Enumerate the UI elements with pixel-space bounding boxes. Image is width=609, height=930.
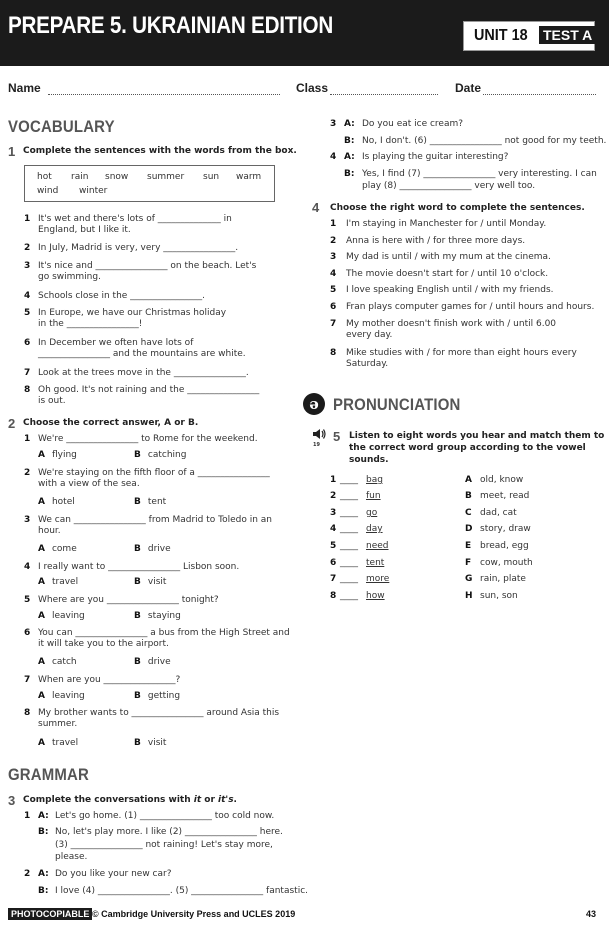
ex5-word-number: 6 bbox=[330, 558, 337, 568]
word-box bbox=[24, 165, 275, 202]
header-bar bbox=[0, 0, 609, 66]
ex2-item-text: Where are you ________________ tonight? bbox=[38, 595, 219, 605]
ex3-line: No, let's play more. I like (2) ________________ here. bbox=[55, 827, 283, 837]
ex5-word-number: 7 bbox=[330, 574, 337, 584]
ex2-option-b[interactable]: B staying bbox=[134, 611, 181, 621]
ex4-item-number: 5 bbox=[330, 285, 337, 295]
word-box-item: summer bbox=[147, 172, 185, 182]
ex2-item-number: 6 bbox=[24, 628, 31, 638]
ex4-item-text: I'm staying in Manchester for / until Monday. bbox=[346, 219, 547, 229]
ex4-item-number: 8 bbox=[330, 348, 337, 358]
ex1-item-number: 8 bbox=[24, 385, 31, 395]
ex5-word: need bbox=[366, 541, 389, 551]
vocabulary-heading: VOCABULARY bbox=[8, 117, 115, 136]
ex3-line: Let's go home. (1) ________________ too cold now. bbox=[55, 811, 275, 821]
ex5-word: how bbox=[366, 591, 385, 601]
ex3-line: Is playing the guitar interesting? bbox=[362, 152, 509, 162]
ex5-answer-blank[interactable]: ____ bbox=[340, 574, 358, 584]
ex2-item-text: You can ________________ a bus from the High Street and bbox=[38, 628, 290, 638]
ex1-item-number: 7 bbox=[24, 368, 31, 378]
word-box-item: snow bbox=[105, 172, 129, 182]
ex5-group-letter: B bbox=[465, 491, 472, 501]
ex5-group-words: bread, egg bbox=[480, 541, 529, 551]
unit-label: UNIT 18 bbox=[474, 27, 528, 44]
ex2-option-b[interactable]: B getting bbox=[134, 691, 181, 701]
ex2-option-a[interactable]: A come bbox=[38, 544, 77, 554]
class-label: Class bbox=[296, 81, 329, 95]
ex3-speaker: A: bbox=[38, 869, 49, 879]
ex4-item-text: The movie doesn't start for / until 10 o'clock. bbox=[346, 269, 549, 279]
ex5-word-number: 3 bbox=[330, 508, 337, 518]
pronunciation-heading: PRONUNCIATION bbox=[333, 395, 461, 414]
ex5-word: bag bbox=[366, 475, 383, 485]
ex2-item-text: We can ________________ from Madrid to Toledo in an bbox=[38, 515, 273, 525]
ex1-item-text: It's nice and ________________ on the beach. Let's bbox=[38, 261, 257, 271]
ex4-item-text: Mike studies with / for more than eight hours every bbox=[346, 348, 577, 358]
ex2-option-b[interactable]: B visit bbox=[134, 577, 167, 587]
ex2-option-a[interactable]: A leaving bbox=[38, 611, 85, 621]
test-badge: TEST A bbox=[539, 26, 596, 44]
ex2-item-number: 1 bbox=[24, 434, 31, 444]
copyright: © Cambridge University Press and UCLES 2019 bbox=[92, 909, 296, 919]
ex5-answer-blank[interactable]: ____ bbox=[340, 508, 358, 518]
ex5-answer-blank[interactable]: ____ bbox=[340, 524, 358, 534]
exercise-4-number: 4 bbox=[312, 200, 320, 215]
ex2-option-a[interactable]: A flying bbox=[38, 450, 77, 460]
unit-test-box bbox=[463, 21, 595, 51]
audio-icon[interactable] bbox=[311, 427, 327, 443]
ex1-item-text: Schools close in the ________________. bbox=[38, 291, 206, 301]
ex3-line: No, I don't. (6) ________________ not good for my teeth. bbox=[362, 136, 607, 146]
ex3-item-number: 1 bbox=[24, 811, 31, 821]
ex5-group-words: old, know bbox=[480, 475, 524, 485]
ex5-word-number: 8 bbox=[330, 591, 337, 601]
ex3-speaker: A: bbox=[344, 152, 355, 162]
ex5-group-letter: A bbox=[465, 475, 472, 485]
exercise-4-title: Choose the right word to complete the sentences. bbox=[330, 203, 585, 213]
ex5-word: tent bbox=[366, 558, 385, 568]
ex5-group-words: cow, mouth bbox=[480, 558, 533, 568]
ex3-item-number: 2 bbox=[24, 869, 31, 879]
ex5-answer-blank[interactable]: ____ bbox=[340, 591, 358, 601]
ex5-group-words: sun, son bbox=[480, 591, 518, 601]
ex4-item-text: My dad is until / with my mum at the cinema. bbox=[346, 252, 551, 262]
ex3-item-number: 4 bbox=[330, 152, 337, 162]
ex1-item-text: go swimming. bbox=[38, 272, 101, 282]
exercise-3-title: Complete the conversations with it or it's. bbox=[23, 795, 237, 805]
ex2-option-b[interactable]: B tent bbox=[134, 497, 167, 507]
ex2-item-number: 2 bbox=[24, 468, 31, 478]
ex2-item-text: summer. bbox=[38, 719, 78, 729]
word-box-item: winter bbox=[79, 186, 108, 196]
ex3-line: (3) ________________ not raining! Let's stay more, bbox=[55, 840, 273, 850]
ex2-item-text: When are you ________________? bbox=[38, 675, 181, 685]
ex3-line: play (8) ________________ very well too. bbox=[362, 181, 536, 191]
photocopiable-badge: PHOTOCOPIABLE bbox=[8, 908, 92, 920]
exercise-3-number: 3 bbox=[8, 793, 16, 808]
ex3-speaker: A: bbox=[344, 119, 355, 129]
ex4-item-number: 3 bbox=[330, 252, 337, 262]
ex1-item-text: In Europe, we have our Christmas holiday bbox=[38, 308, 227, 318]
ex4-item-number: 2 bbox=[330, 236, 337, 246]
ex3-item-number: 3 bbox=[330, 119, 337, 129]
ex2-item-number: 8 bbox=[24, 708, 31, 718]
ex2-option-b[interactable]: B drive bbox=[134, 544, 171, 554]
ex5-group-letter: E bbox=[465, 541, 472, 551]
ex1-item-text: is out. bbox=[38, 396, 66, 406]
ex2-item-number: 3 bbox=[24, 515, 31, 525]
ex5-word: day bbox=[366, 524, 383, 534]
ex2-option-a[interactable]: A leaving bbox=[38, 691, 85, 701]
ex1-item-text: England, but I like it. bbox=[38, 225, 131, 235]
ex2-item-text: My brother wants to ________________ around Asia this bbox=[38, 708, 280, 718]
ex2-item-number: 4 bbox=[24, 562, 31, 572]
date-field[interactable] bbox=[483, 94, 596, 95]
class-field[interactable] bbox=[330, 94, 438, 95]
ex4-item-text: My mother doesn't finish work with / until 6.00 bbox=[346, 319, 557, 329]
ex5-answer-blank[interactable]: ____ bbox=[340, 491, 358, 501]
ex2-option-a[interactable]: A travel bbox=[38, 577, 79, 587]
ex3-speaker: B: bbox=[38, 827, 49, 837]
ex2-option-b[interactable]: B catching bbox=[134, 450, 187, 460]
ex5-word: fun bbox=[366, 491, 381, 501]
ex3-line: Yes, I find (7) ________________ very interesting. I can bbox=[362, 169, 597, 179]
ex5-word-number: 4 bbox=[330, 524, 337, 534]
ex2-option-a[interactable]: A hotel bbox=[38, 497, 75, 507]
exercise-5-title: Listen to eight words you hear and match them to bbox=[349, 431, 605, 441]
exercise-2-number: 2 bbox=[8, 416, 16, 431]
ex5-group-letter: C bbox=[465, 508, 472, 518]
ex1-item-number: 5 bbox=[24, 308, 31, 318]
schwa-icon: ə bbox=[303, 393, 325, 415]
ex2-option-a[interactable]: A catch bbox=[38, 657, 77, 667]
ex4-item-number: 7 bbox=[330, 319, 337, 329]
ex4-item-text: I love speaking English until / with my friends. bbox=[346, 285, 554, 295]
ex4-item-text: Saturday. bbox=[346, 359, 389, 369]
ex3-line: Do you eat ice cream? bbox=[362, 119, 464, 129]
ex5-answer-blank[interactable]: ____ bbox=[340, 541, 358, 551]
ex4-item-number: 4 bbox=[330, 269, 337, 279]
ex5-word-number: 2 bbox=[330, 491, 337, 501]
track-number: 19 bbox=[313, 442, 320, 448]
ex4-item-text: every day. bbox=[346, 330, 393, 340]
ex5-group-words: story, draw bbox=[480, 524, 531, 534]
ex5-answer-blank[interactable]: ____ bbox=[340, 558, 358, 568]
ex2-item-text: We're ________________ to Rome for the weekend. bbox=[38, 434, 258, 444]
ex2-item-text: with a view of the sea. bbox=[38, 479, 140, 489]
ex5-group-words: dad, cat bbox=[480, 508, 517, 518]
ex1-item-number: 6 bbox=[24, 338, 31, 348]
ex4-item-number: 6 bbox=[330, 302, 337, 312]
ex5-group-words: meet, read bbox=[480, 491, 530, 501]
grammar-heading: GRAMMAR bbox=[8, 765, 90, 784]
ex5-word-number: 5 bbox=[330, 541, 337, 551]
ex5-word: more bbox=[366, 574, 390, 584]
ex3-line: please. bbox=[55, 852, 88, 862]
ex5-group-words: rain, plate bbox=[480, 574, 526, 584]
word-box-item: sun bbox=[203, 172, 220, 182]
ex2-option-b[interactable]: B visit bbox=[134, 738, 167, 748]
ex2-item-text: We're staying on the fifth floor of a ________________ bbox=[38, 468, 270, 478]
ex2-item-text: it will take you to the airport. bbox=[38, 639, 169, 649]
exercise-5-number: 5 bbox=[333, 429, 341, 444]
ex3-speaker: B: bbox=[344, 136, 355, 146]
ex4-item-text: Fran plays computer games for / until hours and hours. bbox=[346, 302, 595, 312]
ex1-item-number: 1 bbox=[24, 214, 31, 224]
ex1-item-number: 2 bbox=[24, 243, 31, 253]
ex2-item-text: I really want to ________________ Lisbon soon. bbox=[38, 562, 240, 572]
page-title: PREPARE 5. UKRAINIAN EDITION bbox=[8, 12, 333, 39]
ex2-item-text: hour. bbox=[38, 526, 61, 536]
ex1-item-text: In December we often have lots of bbox=[38, 338, 194, 348]
exercise-5-title: the correct word group according to the vowel bbox=[349, 443, 586, 453]
ex1-item-text: in the ________________! bbox=[38, 319, 143, 329]
ex5-group-letter: G bbox=[465, 574, 473, 584]
ex1-item-text: ________________ and the mountains are white. bbox=[38, 349, 246, 359]
word-box-item: rain bbox=[71, 172, 89, 182]
word-box-item: hot bbox=[37, 172, 52, 182]
ex1-item-text: In July, Madrid is very, very ________________. bbox=[38, 243, 239, 253]
ex2-option-b[interactable]: B drive bbox=[134, 657, 171, 667]
ex5-group-letter: D bbox=[465, 524, 473, 534]
ex3-speaker: B: bbox=[344, 169, 355, 179]
ex3-line: I love (4) ________________. (5) ________________ fantastic. bbox=[55, 886, 309, 896]
ex3-speaker: B: bbox=[38, 886, 49, 896]
ex3-line: Do you like your new car? bbox=[55, 869, 172, 879]
ex5-group-letter: H bbox=[465, 591, 473, 601]
ex2-option-a[interactable]: A travel bbox=[38, 738, 79, 748]
ex1-item-text: It's wet and there's lots of ______________ in bbox=[38, 214, 232, 224]
ex5-answer-blank[interactable]: ____ bbox=[340, 475, 358, 485]
ex1-item-text: Oh good. It's not raining and the ________________ bbox=[38, 385, 260, 395]
ex5-group-letter: F bbox=[465, 558, 472, 568]
ex4-item-number: 1 bbox=[330, 219, 337, 229]
date-label: Date bbox=[455, 81, 482, 95]
ex2-item-number: 7 bbox=[24, 675, 31, 685]
ex1-item-text: Look at the trees move in the ________________. bbox=[38, 368, 249, 378]
exercise-1-title: Complete the sentences with the words from the box. bbox=[23, 146, 297, 156]
exercise-1-number: 1 bbox=[8, 144, 16, 159]
word-box-item: wind bbox=[37, 186, 59, 196]
ex3-speaker: A: bbox=[38, 811, 49, 821]
page-number: 43 bbox=[586, 909, 597, 919]
ex5-word-number: 1 bbox=[330, 475, 337, 485]
ex1-item-number: 3 bbox=[24, 261, 31, 271]
ex5-word: go bbox=[366, 508, 378, 518]
exercise-2-title: Choose the correct answer, A or B. bbox=[23, 418, 199, 428]
word-box-item: warm bbox=[236, 172, 262, 182]
name-field[interactable] bbox=[48, 94, 280, 95]
name-label: Name bbox=[8, 81, 41, 95]
ex1-item-number: 4 bbox=[24, 291, 31, 301]
ex4-item-text: Anna is here with / for three more days. bbox=[346, 236, 526, 246]
exercise-5-title: sounds. bbox=[349, 455, 389, 465]
ex2-item-number: 5 bbox=[24, 595, 31, 605]
